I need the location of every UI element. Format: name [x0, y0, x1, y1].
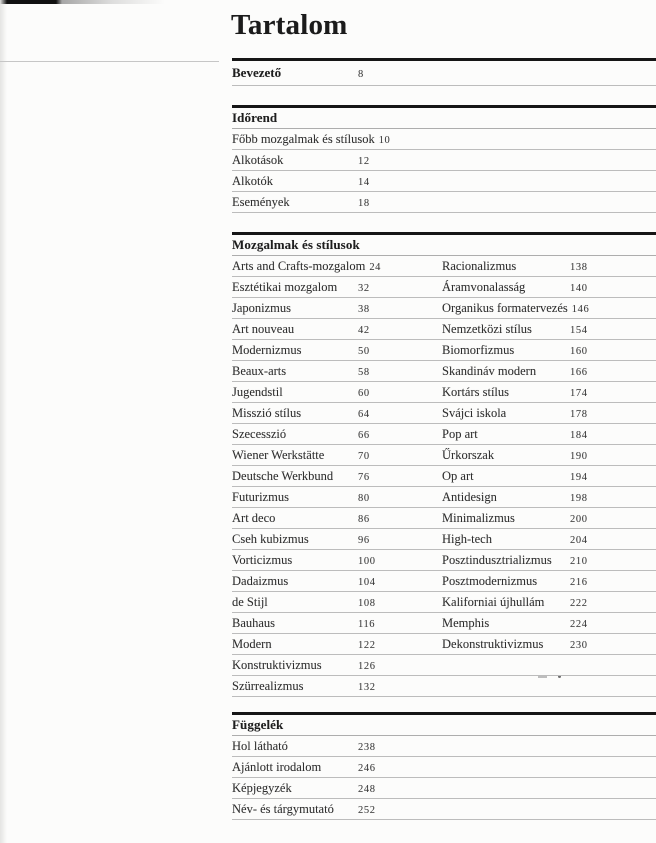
toc-entry	[442, 343, 656, 358]
toc-row	[232, 466, 656, 487]
toc-row	[232, 192, 656, 213]
toc-entry-page: 14	[358, 176, 370, 188]
toc-entry-page: 58	[358, 366, 370, 378]
toc-entry-page: 18	[358, 197, 370, 209]
toc-row	[232, 487, 656, 508]
toc-entry-label: Nemzetközi stílus	[442, 321, 532, 336]
toc-row	[232, 508, 656, 529]
toc-entry	[232, 322, 442, 337]
toc-entry	[442, 616, 656, 631]
toc-entry-page: 8	[358, 69, 364, 80]
toc-entry	[232, 301, 442, 316]
toc-row	[232, 319, 656, 340]
toc-entry-page: 104	[358, 576, 376, 588]
toc-entry	[232, 448, 442, 463]
toc-entry	[232, 553, 442, 568]
toc-entry-page: 216	[570, 576, 588, 588]
toc-entry	[442, 553, 656, 568]
toc-entry	[442, 364, 656, 379]
toc-row	[232, 340, 656, 361]
toc-entry-page: 10	[378, 134, 391, 146]
toc-entry-page: 198	[570, 492, 588, 504]
toc-entry	[232, 802, 442, 817]
toc-entry-page: 86	[358, 513, 370, 525]
toc-entry-page: 154	[570, 324, 588, 336]
toc-row	[232, 403, 656, 424]
toc-entry	[232, 195, 442, 210]
toc-entry	[232, 153, 442, 168]
toc-entry-label: Kortárs stílus	[442, 384, 510, 399]
toc-entry-page: 174	[570, 387, 588, 399]
toc-entry-page: 38	[358, 303, 370, 315]
toc-entry-label: de Stijl	[232, 594, 268, 609]
section-header-row	[232, 715, 656, 736]
toc-entry-page: 60	[358, 387, 370, 399]
toc-entry-label: Konstruktivizmus	[232, 657, 322, 672]
section-header-row	[232, 235, 656, 256]
toc-entry-page: 122	[358, 639, 376, 651]
toc-entry	[232, 65, 442, 81]
toc-entry-page: 140	[570, 282, 588, 294]
toc-entry-label: Wiener Werkstätte	[232, 447, 325, 462]
section-header-label: Függelék	[232, 717, 284, 732]
scan-left-edge-shading	[0, 0, 7, 843]
toc-entry	[442, 595, 656, 610]
toc-row	[232, 529, 656, 550]
toc-entry	[442, 406, 656, 421]
toc-entry	[442, 259, 656, 274]
toc-row	[232, 736, 656, 757]
toc-entry-label: Bauhaus	[232, 615, 276, 630]
toc-entry-label: Antidesign	[442, 489, 497, 504]
toc-entry	[232, 616, 442, 631]
toc-row	[232, 256, 656, 277]
toc-entry-page: 230	[570, 639, 588, 651]
toc-entry-label: Dadaizmus	[232, 573, 289, 588]
toc-entry	[442, 280, 656, 295]
toc-entry-label: Arts and Crafts-mozgalom	[232, 258, 366, 273]
toc-entry-label: Posztindusztrializmus	[442, 552, 552, 567]
toc-entry	[232, 658, 442, 673]
toc-entry-label: Áramvonalasság	[442, 279, 526, 294]
toc-entry-label: Biomorfizmus	[442, 342, 515, 357]
page-title: Tartalom	[231, 9, 348, 41]
toc-row	[232, 757, 656, 778]
toc-entry	[232, 343, 442, 358]
toc-entry-page: 160	[570, 345, 588, 357]
toc-entry	[232, 532, 442, 547]
toc-entry-label: Futurizmus	[232, 489, 289, 504]
toc-entry	[442, 511, 656, 526]
section-header-label: Időrend	[232, 110, 278, 125]
toc-entry	[232, 781, 442, 796]
toc-entry-label: Modern	[232, 636, 272, 651]
left-margin-rule	[0, 61, 219, 62]
toc-entry-page: 66	[358, 429, 370, 441]
toc-entry-page: 32	[358, 282, 370, 294]
toc-entry-page: 76	[358, 471, 370, 483]
toc-section-fuggelek	[232, 712, 656, 820]
toc-row	[232, 778, 656, 799]
toc-entry-page: 42	[358, 324, 370, 336]
toc-entry-label: Kaliforniai újhullám	[442, 594, 545, 609]
toc-entry	[232, 132, 442, 147]
toc-entry-page: 80	[358, 492, 370, 504]
toc-entry	[442, 574, 656, 589]
toc-section-idorend	[232, 105, 656, 213]
toc-sections	[232, 58, 656, 820]
toc-row	[232, 799, 656, 820]
toc-entry	[232, 174, 442, 189]
toc-entry-label: Art deco	[232, 510, 276, 525]
toc-entry	[232, 385, 442, 400]
toc-entry-label: Cseh kubizmus	[232, 531, 309, 546]
toc-row	[232, 550, 656, 571]
toc-entry-label: Posztmodernizmus	[442, 573, 538, 588]
toc-entry	[442, 301, 656, 316]
toc-entry-page: 138	[570, 261, 588, 273]
toc-row	[232, 676, 656, 697]
toc-entry	[232, 406, 442, 421]
toc-entry	[232, 679, 442, 694]
toc-entry-label: Organikus formatervezés	[442, 300, 568, 315]
toc-entry-page: 116	[358, 618, 376, 630]
toc-entry-page: 126	[358, 660, 376, 672]
toc-entry-label: Modernizmus	[232, 342, 302, 357]
toc-entry-label: Események	[232, 194, 290, 209]
toc-entry-label: Alkotások	[232, 152, 284, 167]
toc-entry	[232, 469, 442, 484]
toc-entry	[442, 448, 656, 463]
toc-entry-label: Svájci iskola	[442, 405, 507, 420]
toc-entry-page: 166	[570, 366, 588, 378]
toc-entry-page: 100	[358, 555, 376, 567]
toc-entry-label: Minimalizmus	[442, 510, 515, 525]
toc-entry-page: 108	[358, 597, 376, 609]
toc-entry	[232, 637, 442, 652]
toc-entry-label: Bevezető	[232, 65, 282, 80]
toc-entry-label: Op art	[442, 468, 474, 483]
section-header-row	[232, 108, 656, 129]
toc-entry-label: Vorticizmus	[232, 552, 293, 567]
toc-entry-label: Japonizmus	[232, 300, 292, 315]
toc-entry-label: Art nouveau	[232, 321, 295, 336]
toc-section-mozgalmak	[232, 232, 656, 697]
toc-entry-page: 132	[358, 681, 376, 693]
toc-entry-label: Dekonstruktivizmus	[442, 636, 544, 651]
toc-entry	[442, 637, 656, 652]
toc-entry	[232, 427, 442, 442]
toc-entry-page: 190	[570, 450, 588, 462]
toc-entry-label: Alkotók	[232, 173, 273, 188]
toc-entry-label: Misszió stílus	[232, 405, 302, 420]
toc-row	[232, 445, 656, 466]
toc-entry	[232, 259, 442, 274]
scan-edge-mark	[0, 0, 165, 4]
toc-entry-label: Képjegyzék	[232, 780, 292, 795]
toc-row	[232, 61, 656, 86]
toc-entry-label: Szecesszió	[232, 426, 287, 441]
toc-row	[232, 361, 656, 382]
toc-entry-page: 24	[369, 261, 382, 273]
toc-entry-page: 146	[571, 303, 590, 315]
toc-entry-page: 248	[358, 783, 376, 795]
toc-entry-label: Esztétikai mozgalom	[232, 279, 338, 294]
toc-entry-label: Űrkorszak	[442, 447, 495, 462]
toc-entry-page: 204	[570, 534, 588, 546]
toc-entry-page: 246	[358, 762, 376, 774]
toc-row	[232, 298, 656, 319]
toc-row	[232, 382, 656, 403]
toc-entry	[232, 364, 442, 379]
toc-row	[232, 571, 656, 592]
toc-entry-label: Deutsche Werkbund	[232, 468, 334, 483]
toc-entry	[232, 595, 442, 610]
toc-entry-label: Beaux-arts	[232, 363, 287, 378]
toc-entry-page: 184	[570, 429, 588, 441]
toc-entry-page: 194	[570, 471, 588, 483]
toc-entry	[442, 427, 656, 442]
toc-row	[232, 129, 656, 150]
toc-row	[232, 634, 656, 655]
toc-entry-page: 252	[358, 804, 376, 816]
toc-entry-page: 70	[358, 450, 370, 462]
toc-entry-page: 64	[358, 408, 370, 420]
toc-entry-page: 238	[358, 741, 376, 753]
toc-entry-label: Ajánlott irodalom	[232, 759, 322, 774]
toc-entry-label: Név- és tárgymutató	[232, 801, 334, 816]
toc-entry-label: Memphis	[442, 615, 490, 630]
toc-entry-page: 12	[358, 155, 370, 167]
toc-entry	[442, 469, 656, 484]
toc-entry-label: Szürrealizmus	[232, 678, 304, 693]
toc-entry-label: Skandináv modern	[442, 363, 537, 378]
toc-entry-label: Pop art	[442, 426, 478, 441]
toc-entry-label: High-tech	[442, 531, 492, 546]
toc-entry	[232, 511, 442, 526]
toc-section-bevezeto	[232, 58, 656, 86]
toc-entry	[232, 280, 442, 295]
toc-entry-label: Jugendstil	[232, 384, 283, 399]
toc-entry-page: 210	[570, 555, 588, 567]
toc-row	[232, 171, 656, 192]
toc-entry	[442, 322, 656, 337]
toc-row	[232, 592, 656, 613]
toc-entry	[442, 490, 656, 505]
toc-entry	[442, 385, 656, 400]
toc-entry-page: 222	[570, 597, 588, 609]
toc-entry	[232, 760, 442, 775]
toc-entry-page: 178	[570, 408, 588, 420]
toc-entry	[232, 490, 442, 505]
toc-entry-label: Hol látható	[232, 738, 288, 753]
toc-entry-page: 200	[570, 513, 588, 525]
toc-entry-label: Racionalizmus	[442, 258, 517, 273]
toc-entry-page: 50	[358, 345, 370, 357]
toc-entry-page: 224	[570, 618, 588, 630]
toc-entry-page: 96	[358, 534, 370, 546]
toc-entry	[232, 574, 442, 589]
toc-row	[232, 424, 656, 445]
toc-row	[232, 150, 656, 171]
toc-entry	[442, 532, 656, 547]
toc-row	[232, 613, 656, 634]
section-header-label: Mozgalmak és stílusok	[232, 237, 360, 252]
toc-entry-label: Főbb mozgalmak és stílusok	[232, 131, 375, 146]
toc-row	[232, 655, 656, 676]
toc-row	[232, 277, 656, 298]
toc-entry	[232, 739, 442, 754]
